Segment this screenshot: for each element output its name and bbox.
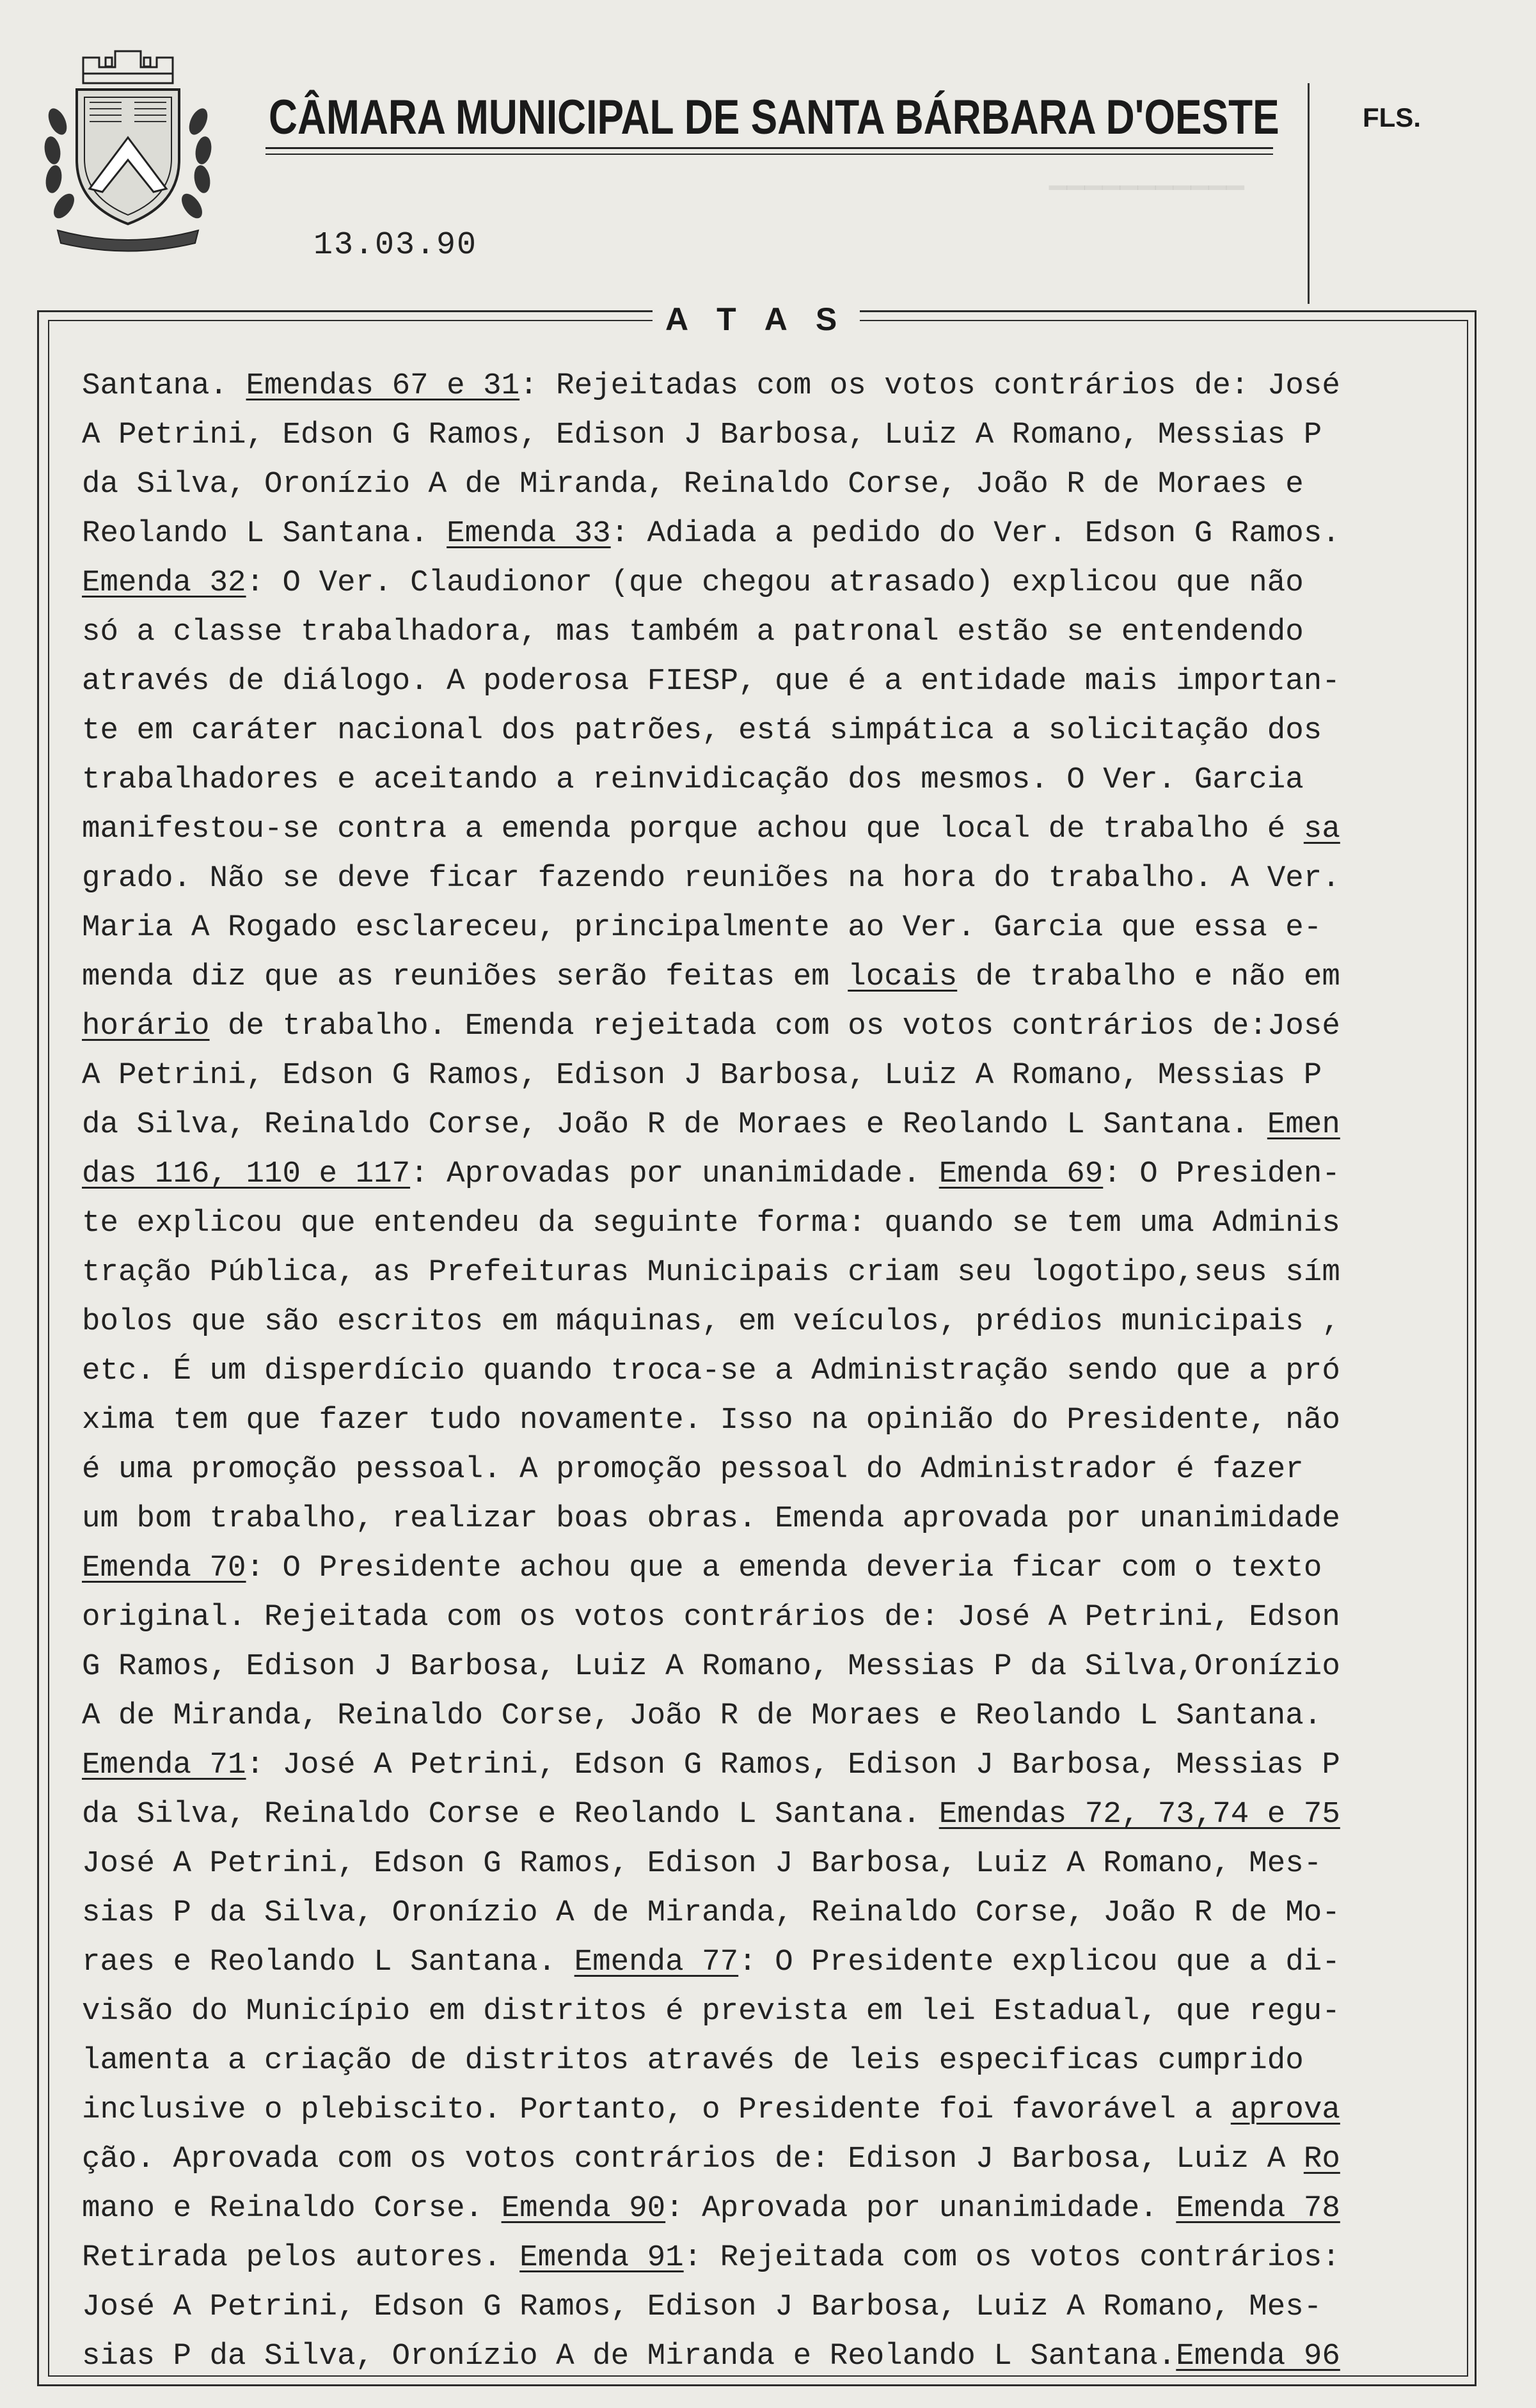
underlined-text: Emenda 70 xyxy=(82,1551,246,1585)
text-line xyxy=(82,1938,1451,1987)
text-segment: : O Ver. Claudionor (que chegou atrasado) explicou que não xyxy=(246,566,1304,600)
text-segment: etc. É um disperdício quando troca-se a Administração sendo que a pró xyxy=(82,1354,1340,1388)
text-segment: tração Pública, as Prefeituras Municipais criam seu logotipo,seus sím xyxy=(82,1255,1340,1290)
text-line xyxy=(82,1297,1451,1347)
text-line xyxy=(82,1987,1451,2036)
text-segment: : Adiada a pedido do Ver. Edson G Ramos. xyxy=(610,516,1340,551)
text-segment: original. Rejeitada com os votos contrários de: José A Petrini, Edson xyxy=(82,1600,1340,1635)
text-segment: inclusive o plebiscito. Portanto, o Presidente foi favorável a xyxy=(82,2093,1231,2127)
text-segment: é uma promoção pessoal. A promoção pessoal do Administrador é fazer xyxy=(82,1452,1304,1487)
underlined-text: Emenda 71 xyxy=(82,1748,246,1782)
text-segment: te explicou que entendeu da seguinte forma: quando se tem uma Adminis xyxy=(82,1206,1340,1240)
text-line xyxy=(82,706,1451,756)
text-line xyxy=(82,2283,1451,2332)
text-segment: ção. Aprovada com os votos contrários de: Edison J Barbosa, Luiz A xyxy=(82,2142,1304,2176)
text-line xyxy=(82,1544,1451,1593)
minutes-body xyxy=(82,361,1451,2381)
text-line xyxy=(82,1150,1451,1199)
text-line xyxy=(82,1002,1451,1051)
underlined-text: Ro xyxy=(1303,2142,1340,2176)
text-segment: A Petrini, Edson G Ramos, Edison J Barbosa, Luiz A Romano, Messias P xyxy=(82,418,1322,452)
text-line xyxy=(82,1100,1451,1150)
text-segment: menda diz que as reuniões serão feitas em xyxy=(82,960,848,994)
text-line xyxy=(82,1642,1451,1691)
text-line xyxy=(82,953,1451,1002)
text-segment: de trabalho e não em xyxy=(957,960,1340,994)
bleed-through-decoration: ▔▔▔▔▔▔▔▔▔▔▔ xyxy=(1049,189,1244,222)
text-segment: visão do Município em distritos é prevista em lei Estadual, que regu- xyxy=(82,1994,1340,2029)
text-segment: A de Miranda, Reinaldo Corse, João R de Moraes e Reolando L Santana. xyxy=(82,1699,1322,1733)
text-segment: através de diálogo. A poderosa FIESP, que é a entidade mais importan- xyxy=(82,664,1340,699)
text-segment: lamenta a criação de distritos através de leis especificas cumprido xyxy=(82,2043,1304,2078)
text-segment: Santana. xyxy=(82,368,246,403)
underlined-text: locais xyxy=(848,960,958,994)
text-segment: mano e Reinaldo Corse. xyxy=(82,2191,502,2226)
underlined-text: Emenda 96 xyxy=(1176,2339,1340,2373)
text-segment: A Petrini, Edson G Ramos, Edison J Barbosa, Luiz A Romano, Messias P xyxy=(82,1058,1322,1093)
underlined-text: Emenda 90 xyxy=(501,2191,666,2226)
text-line xyxy=(82,558,1451,608)
municipal-coat-of-arms-icon xyxy=(38,38,218,256)
underlined-text: Emenda 78 xyxy=(1176,2191,1340,2226)
underlined-text: das 116, 110 e 117 xyxy=(82,1157,411,1191)
document-date: 13.03.90 xyxy=(313,227,478,264)
text-segment: : Rejeitada com os votos contrários: xyxy=(683,2240,1340,2275)
text-line xyxy=(82,2332,1451,2381)
header-divider xyxy=(265,154,1273,155)
header-divider xyxy=(265,147,1273,149)
text-segment: da Silva, Reinaldo Corse e Reolando L Santana. xyxy=(82,1797,939,1832)
text-line xyxy=(82,1396,1451,1445)
text-segment: José A Petrini, Edson G Ramos, Edison J Barbosa, Luiz A Romano, Mes- xyxy=(82,1846,1322,1881)
text-line xyxy=(82,2086,1451,2135)
text-line xyxy=(82,1347,1451,1396)
text-line xyxy=(82,1248,1451,1297)
text-segment: te em caráter nacional dos patrões, está simpática a solicitação dos xyxy=(82,713,1322,748)
text-segment: de trabalho. Emenda rejeitada com os votos contrários de:José xyxy=(209,1009,1340,1043)
underlined-text: Emen xyxy=(1267,1107,1340,1142)
text-segment: : Rejeitadas com os votos contrários de: José xyxy=(519,368,1340,403)
text-line xyxy=(82,608,1451,657)
text-segment: da Silva, Oronízio A de Miranda, Reinaldo Corse, João R de Moraes e xyxy=(82,467,1304,502)
text-segment: um bom trabalho, realizar boas obras. Emenda aprovada por unanimidade xyxy=(82,1501,1340,1536)
text-segment: sias P da Silva, Oronízio A de Miranda e Reolando L Santana. xyxy=(82,2339,1176,2373)
text-segment: raes e Reolando L Santana. xyxy=(82,1945,574,1979)
text-line xyxy=(82,756,1451,805)
underlined-text: Emenda 69 xyxy=(938,1157,1104,1191)
text-line xyxy=(82,2036,1451,2086)
text-line xyxy=(82,1839,1451,1889)
underlined-text: aprova xyxy=(1230,2093,1340,2127)
text-line xyxy=(82,361,1451,411)
text-segment: : O Presiden- xyxy=(1103,1157,1340,1191)
underlined-text: Emendas 67 e 31 xyxy=(246,368,520,403)
margin-rule xyxy=(1308,83,1310,304)
text-line xyxy=(82,1691,1451,1741)
underlined-text: horário xyxy=(82,1009,210,1043)
document-header-title: CÂMARA MUNICIPAL DE SANTA BÁRBARA D'OESTE xyxy=(269,90,1279,145)
underlined-text: Emenda 33 xyxy=(447,516,611,551)
section-title: A T A S xyxy=(653,301,860,338)
text-line xyxy=(82,657,1451,706)
text-segment: xima tem que fazer tudo novamente. Isso na opinião do Presidente, não xyxy=(82,1403,1340,1438)
text-line xyxy=(82,903,1451,953)
text-segment: sias P da Silva, Oronízio A de Miranda, Reinaldo Corse, João R de Mo- xyxy=(82,1896,1340,1930)
text-segment: : O Presidente achou que a emenda deveria ficar com o texto xyxy=(246,1551,1322,1585)
text-line xyxy=(82,1593,1451,1642)
text-segment: G Ramos, Edison J Barbosa, Luiz A Romano, Messias P da Silva,Oronízio xyxy=(82,1649,1340,1684)
text-segment: da Silva, Reinaldo Corse, João R de Moraes e Reolando L Santana. xyxy=(82,1107,1267,1142)
text-segment: : José A Petrini, Edson G Ramos, Edison J Barbosa, Messias P xyxy=(246,1748,1340,1782)
text-line xyxy=(82,1790,1451,1839)
text-line xyxy=(82,1445,1451,1494)
text-segment: Reolando L Santana. xyxy=(82,516,447,551)
text-segment: trabalhadores e aceitando a reinvidicação dos mesmos. O Ver. Garcia xyxy=(82,763,1304,797)
underlined-text: Emenda 77 xyxy=(574,1945,739,1979)
text-line xyxy=(82,460,1451,509)
underlined-text: Emenda 32 xyxy=(82,566,246,600)
text-segment: grado. Não se deve ficar fazendo reuniões na hora do trabalho. A Ver. xyxy=(82,861,1340,896)
text-line xyxy=(82,509,1451,558)
text-segment: Retirada pelos autores. xyxy=(82,2240,520,2275)
text-segment: só a classe trabalhadora, mas também a patronal estão se entendendo xyxy=(82,615,1304,649)
text-segment: : Aprovada por unanimidade. xyxy=(665,2191,1176,2226)
text-line xyxy=(82,411,1451,460)
text-line xyxy=(82,2184,1451,2233)
text-line xyxy=(82,805,1451,854)
text-line xyxy=(82,1741,1451,1790)
text-segment: bolos que são escritos em máquinas, em veículos, prédios municipais , xyxy=(82,1304,1340,1339)
text-line xyxy=(82,2135,1451,2184)
text-line xyxy=(82,2233,1451,2283)
text-segment: : Aprovadas por unanimidade. xyxy=(410,1157,939,1191)
text-line xyxy=(82,1889,1451,1938)
text-line xyxy=(82,854,1451,903)
underlined-text: sa xyxy=(1303,812,1340,846)
text-line xyxy=(82,1051,1451,1100)
text-segment: : O Presidente explicou que a di- xyxy=(738,1945,1340,1979)
text-line xyxy=(82,1199,1451,1248)
text-segment: José A Petrini, Edson G Ramos, Edison J Barbosa, Luiz A Romano, Mes- xyxy=(82,2290,1322,2324)
text-segment: manifestou-se contra a emenda porque achou que local de trabalho é xyxy=(82,812,1304,846)
text-segment: Maria A Rogado esclareceu, principalmente ao Ver. Garcia que essa e- xyxy=(82,910,1322,945)
underlined-text: Emenda 91 xyxy=(519,2240,684,2275)
underlined-text: Emendas 72, 73,74 e 75 xyxy=(938,1797,1340,1832)
page-number-label: FLS. xyxy=(1363,102,1421,132)
text-line xyxy=(82,1494,1451,1544)
